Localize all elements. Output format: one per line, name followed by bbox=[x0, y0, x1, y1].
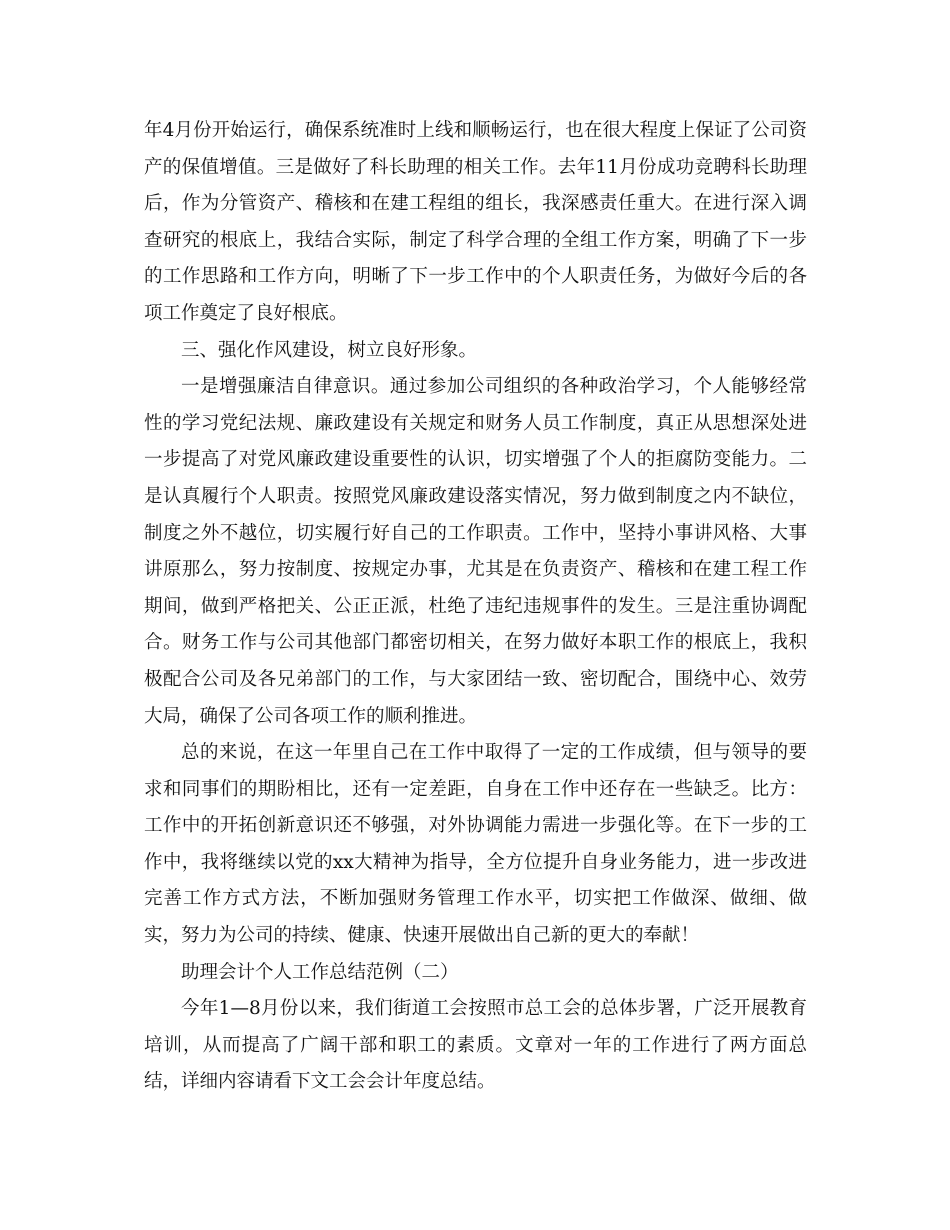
document-page bbox=[144, 113, 807, 1101]
example-title: 助理会计个人工作总结范例（二） bbox=[181, 961, 459, 983]
section-heading-three: 三、强化作风建设，树立良好形象。 bbox=[181, 339, 478, 361]
paragraph-summary: 总的来说，在这一年里自己在工作中取得了一定的工作成绩，但与领导的要求和同事们的期盼相比，还有一定差距，自身在工作中还存在一些缺乏。比方：工作中的开拓创新意识还不够强，对外协调能力需进一步强化等。在下一步的工作中，我将继续以党的xx大精神为指导，全方位提升自身业务能力，进一步改进完善工作方式方法，不断加强财务管理工作水平，切实把工作做深、做细、做实，努力为公司的持续、健康、快速开展做出自己新的更大的奉献！ bbox=[144, 742, 807, 947]
paragraph-intro: 今年1—8月份以来，我们街道工会按照市总工会的总体步署，广泛开展教育培训，从而提高了广阔干部和职工的素质。文章对一年的工作进行了两方面总结，详细内容请看下文工会会计年度总结。 bbox=[144, 998, 807, 1093]
paragraph-continuation: 年4月份开始运行，确保系统准时上线和顺畅运行，也在很大程度上保证了公司资产的保值增值。三是做好了科长助理的相关工作。去年11月份成功竞聘科长助理后，作为分管资产、稽核和在建工程组的组长，我深感责任重大。在进行深入调查研究的根底上，我结合实际，制定了科学合理的全组工作方案，明确了下一步的工作思路和工作方向，明晰了下一步工作中的个人职责任务，为做好今后的各项工作奠定了良好根底。 bbox=[144, 120, 807, 324]
paragraph-integrity: 一是增强廉洁自律意识。通过参加公司组织的各种政治学习，个人能够经常性的学习党纪法规、廉政建设有关规定和财务人员工作制度，真正从思想深处进一步提高了对党风廉政建设重要性的认识，切实增强了个人的拒腐防变能力。二是认真履行个人职责。按照党风廉政建设落实情况，努力做到制度之内不缺位，制度之外不越位，切实履行好自己的工作职责。工作中，坚持小事讲风格、大事讲原那么，努力按制度、按规定办事，尤其是在负责资产、稽核和在建工程工作期间，做到严格把关、公正正派，杜绝了违纪违规事件的发生。三是注重协调配合。财务工作与公司其他部门都密切相关，在努力做好本职工作的根底上，我积极配合公司及各兄弟部门的工作，与大家团结一致、密切配合，围绕中心、效劳大局，确保了公司各项工作的顺利推进。 bbox=[144, 376, 807, 727]
